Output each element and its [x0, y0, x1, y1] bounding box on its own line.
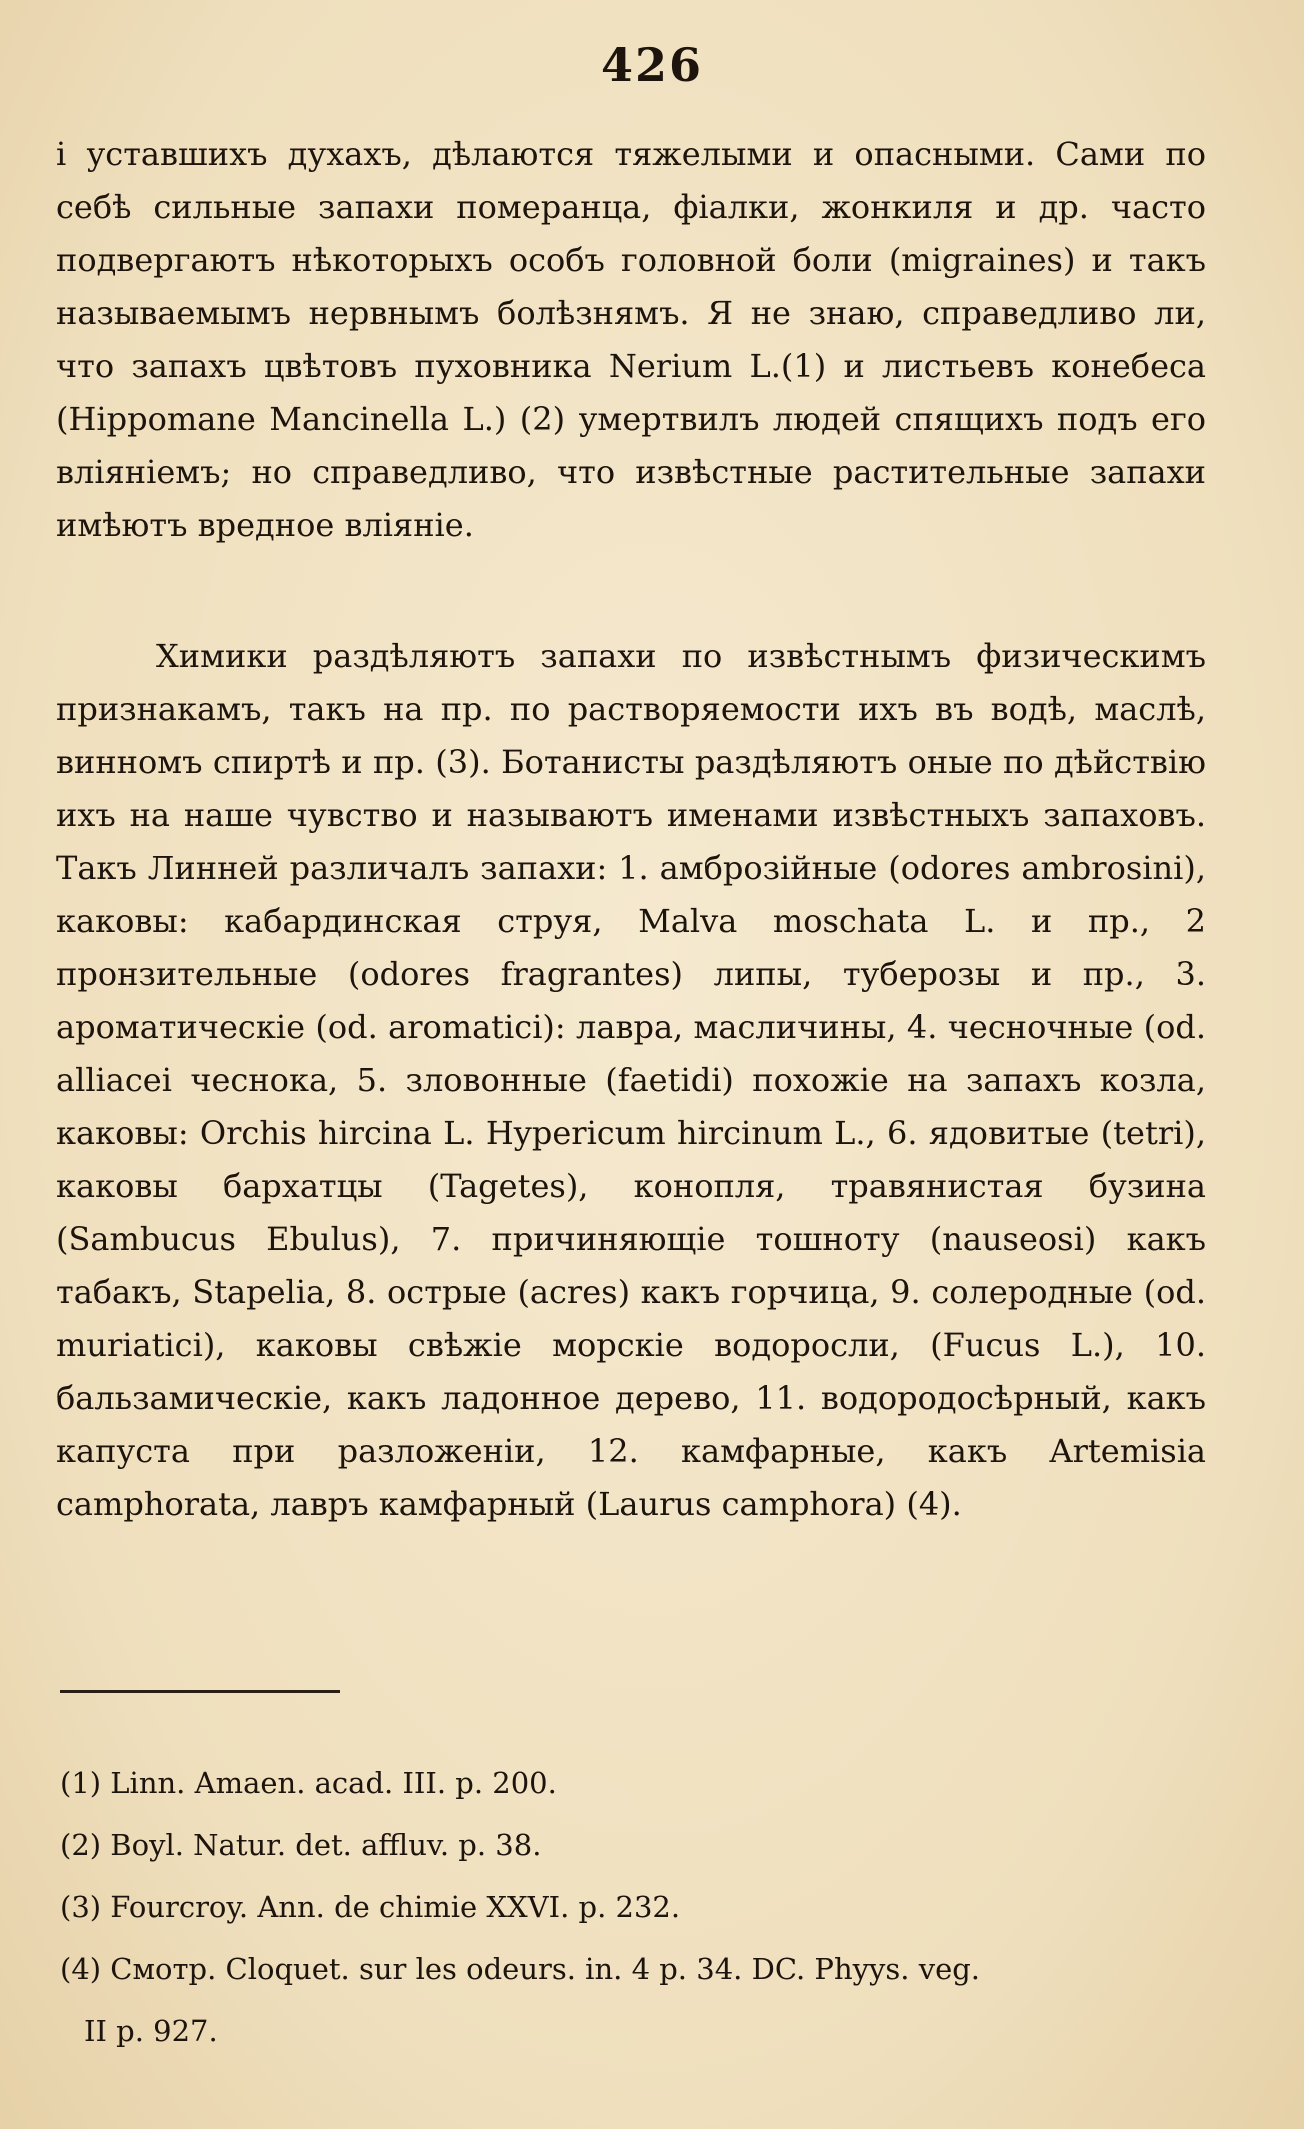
- footnote-divider: [60, 1690, 340, 1693]
- page-number: 426: [600, 38, 704, 92]
- paragraph-1: і уставшихъ духахъ, дѣлаются тяжелыми и опасными. Сами по себѣ сильные запахи померанца, фіалки, жонкиля и др. часто подвергаютъ нѣкоторыхъ особъ головной боли (migraines) и такъ называемымъ нервнымъ болѣзнямъ. Я не знаю, справедливо ли, что запахъ цвѣтовъ пуховника Nerium L.(1) и листьевъ конебеса (Hippomane Mancinella L.) (2) умертвилъ людей спящихъ подъ его вліяніемъ; но справедливо, что извѣстные растительные запахи имѣютъ вредное вліяніе.: [56, 135, 1206, 544]
- paragraph-2: Химики раздѣляютъ запахи по извѣстнымъ физическимъ признакамъ, такъ на пр. по растворяемости ихъ въ водѣ, маслѣ, винномъ спиртѣ и пр. (3). Ботанисты раздѣляютъ оные по дѣйствію ихъ на наше чувство и называютъ именами извѣстныхъ запаховъ. Такъ Линней различалъ запахи: 1. амброзійные (odores ambrosini), каковы: кабардинская струя, Malva moschata L. и пр., 2 пронзительные (odores fragrantes) липы, туберозы и пр., 3. ароматическіе (od. aromatici): лавра, масличины, 4. чесночные (od. alliacei чеснока, 5. зловонные (faetidi) похожіе на запахъ козла, каковы: Orchis hircina L. Hypericum hircinum L., 6. ядовитые (tetri), каковы бархатцы (Tagetes), конопля, травянистая бузина (Sambucus Ebulus), 7. причиняющіе тошноту (nauseosi) какъ табакъ, Stapelia, 8. острые (acres) какъ горчица, 9. солеродные (od. muriatici), каковы свѣжіе морскіе водоросли, (Fucus L.), 10. бальзамическіе, какъ ладонное дерево, 11. водородосѣрный, какъ капуста при разложеніи, 12. камфарные, какъ Artemisia camphorata, лавръ камфарный (Laurus camphora) (4).: [56, 637, 1206, 1523]
- footnote-1: (1) Linn. Amaen. acad. III. p. 200.: [60, 1766, 557, 1800]
- footnote-3: (3) Fourcroy. Ann. de chimie XXVI. p. 232.: [60, 1890, 681, 1924]
- footnote-2: (2) Boyl. Natur. det. affluv. p. 38.: [60, 1828, 542, 1862]
- footnote-4: (4) Смотр. Cloquet. sur les odeurs. in. 4 p. 34. DC. Phyys. veg.: [60, 1952, 981, 1986]
- footnotes: [60, 1752, 1210, 2062]
- footnote-4-continuation: II p. 927.: [84, 2014, 218, 2048]
